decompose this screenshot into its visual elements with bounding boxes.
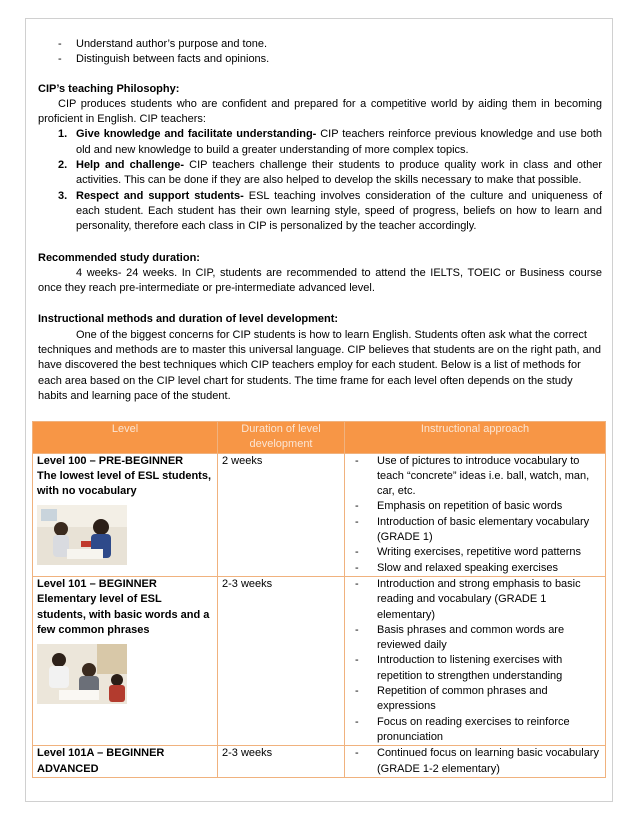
philosophy-point bbox=[38, 189, 602, 235]
approach-cell bbox=[345, 746, 606, 778]
approach-item: - Emphasis on repetition of basic words bbox=[349, 499, 601, 514]
duration-cell: 2 weeks bbox=[218, 453, 345, 576]
duration-cell: 2-3 weeks bbox=[218, 746, 345, 778]
point-text: CIP teachers reinforce previous knowledge and use both old and new knowledge to build a greater understanding of more complex topics. bbox=[76, 128, 602, 156]
approach-list bbox=[349, 454, 601, 576]
point-number: 2. bbox=[58, 159, 68, 172]
methods-heading: Instructional methods and duration of level development: bbox=[38, 313, 339, 326]
header-approach: Instructional approach bbox=[345, 422, 606, 454]
level-cell bbox=[33, 746, 218, 778]
approach-item: - Focus on reading exercises to reinforce pronunciation bbox=[349, 715, 601, 746]
document-content bbox=[38, 37, 602, 404]
point-text: ESL teaching involves consideration of the culture and uniqueness of each student. Each student has their own learning style, speed of progress, beliefs on how to learn and personality, therefore each class in CIP is personalized by the teacher accordingly. bbox=[76, 189, 602, 233]
philosophy-heading: CIP’s teaching Philosophy: bbox=[38, 82, 180, 95]
philosophy-point bbox=[38, 158, 602, 189]
duration-heading: Recommended study duration: bbox=[38, 251, 200, 264]
intro-bullet: - Understand author’s purpose and tone. bbox=[38, 37, 602, 52]
duration-text: 4 weeks- 24 weeks. In CIP, students are recommended to attend the IELTS, TOEIC or Business course once they reach pre-intermediate or pre-intermediate advanced level. bbox=[38, 266, 602, 295]
level-name: Level 101 – BEGINNER bbox=[37, 577, 157, 590]
point-title: Respect and support students- bbox=[76, 189, 244, 202]
approach-item: - Continued focus on learning basic vocabulary (GRADE 1-2 elementary) bbox=[349, 746, 601, 777]
approach-item: - Introduction and strong emphasis to basic reading and vocabulary (GRADE 1 elementary) bbox=[349, 577, 601, 623]
point-text: CIP teachers challenge their students to produce quality work in class and other activities. This can be done if they are also helped to develop the skills necessary to make that possible. bbox=[76, 159, 602, 187]
level-description: Elementary level of ESL students, with basic words and a few common phrases bbox=[37, 593, 210, 636]
methods-text: One of the biggest concerns for CIP students is how to learn English. Students often ask what the correct techniques and methods are to master this universal language. CIP believes that students are on the right path, and have discovered the best techniques which CIP teachers employ for each student. Below is a list of methods for each area based on the CIP level chart for students. The time frame for each level often depends on the study habits and learning pace of the student. bbox=[38, 328, 601, 402]
level-name: Level 100 – PRE-BEGINNER bbox=[37, 454, 184, 467]
approach-item: - Introduction of basic elementary vocabulary (GRADE 1) bbox=[349, 515, 601, 546]
table-row bbox=[33, 576, 606, 745]
point-title: Help and challenge- bbox=[76, 159, 185, 172]
point-title: Give knowledge and facilitate understanding- bbox=[76, 128, 317, 141]
approach-list bbox=[349, 746, 601, 777]
level-table bbox=[32, 421, 606, 778]
table-row bbox=[33, 746, 606, 778]
approach-item: - Slow and relaxed speaking exercises bbox=[349, 561, 601, 576]
approach-item: - Introduction to listening exercises with repetition to strengthen understanding bbox=[349, 653, 601, 684]
students-photo-icon bbox=[37, 644, 127, 704]
philosophy-intro: CIP produces students who are confident and prepared for a competitive world by aiding them in becoming proficient in English. CIP teachers: bbox=[38, 97, 602, 126]
level-cell bbox=[33, 576, 218, 745]
point-number: 3. bbox=[58, 189, 68, 202]
point-number: 1. bbox=[58, 128, 68, 141]
table-header-row bbox=[33, 422, 606, 454]
intro-bullet: - Distinguish between facts and opinions. bbox=[38, 52, 602, 67]
header-duration: Duration of level development bbox=[218, 422, 345, 454]
approach-cell bbox=[345, 576, 606, 745]
philosophy-point bbox=[38, 127, 602, 158]
approach-item: - Basis phrases and common words are reviewed daily bbox=[349, 623, 601, 654]
level-description: The lowest level of ESL students, with no vocabulary bbox=[37, 469, 212, 498]
approach-item: - Repetition of common phrases and expressions bbox=[349, 684, 601, 715]
header-level: Level bbox=[33, 422, 218, 454]
approach-cell bbox=[345, 453, 606, 576]
approach-item: - Use of pictures to introduce vocabulary to teach “concrete” ideas i.e. ball, watch, man, car, etc. bbox=[349, 454, 601, 500]
philosophy-points bbox=[38, 127, 602, 234]
table-row bbox=[33, 453, 606, 576]
level-cell bbox=[33, 453, 218, 576]
duration-cell: 2-3 weeks bbox=[218, 576, 345, 745]
classroom-photo-icon bbox=[37, 505, 127, 565]
approach-item: - Writing exercises, repetitive word patterns bbox=[349, 545, 601, 560]
intro-bullet-list bbox=[38, 37, 602, 68]
document-page bbox=[25, 18, 613, 802]
approach-list bbox=[349, 577, 601, 745]
level-name: Level 101A – BEGINNER ADVANCED bbox=[37, 747, 165, 775]
